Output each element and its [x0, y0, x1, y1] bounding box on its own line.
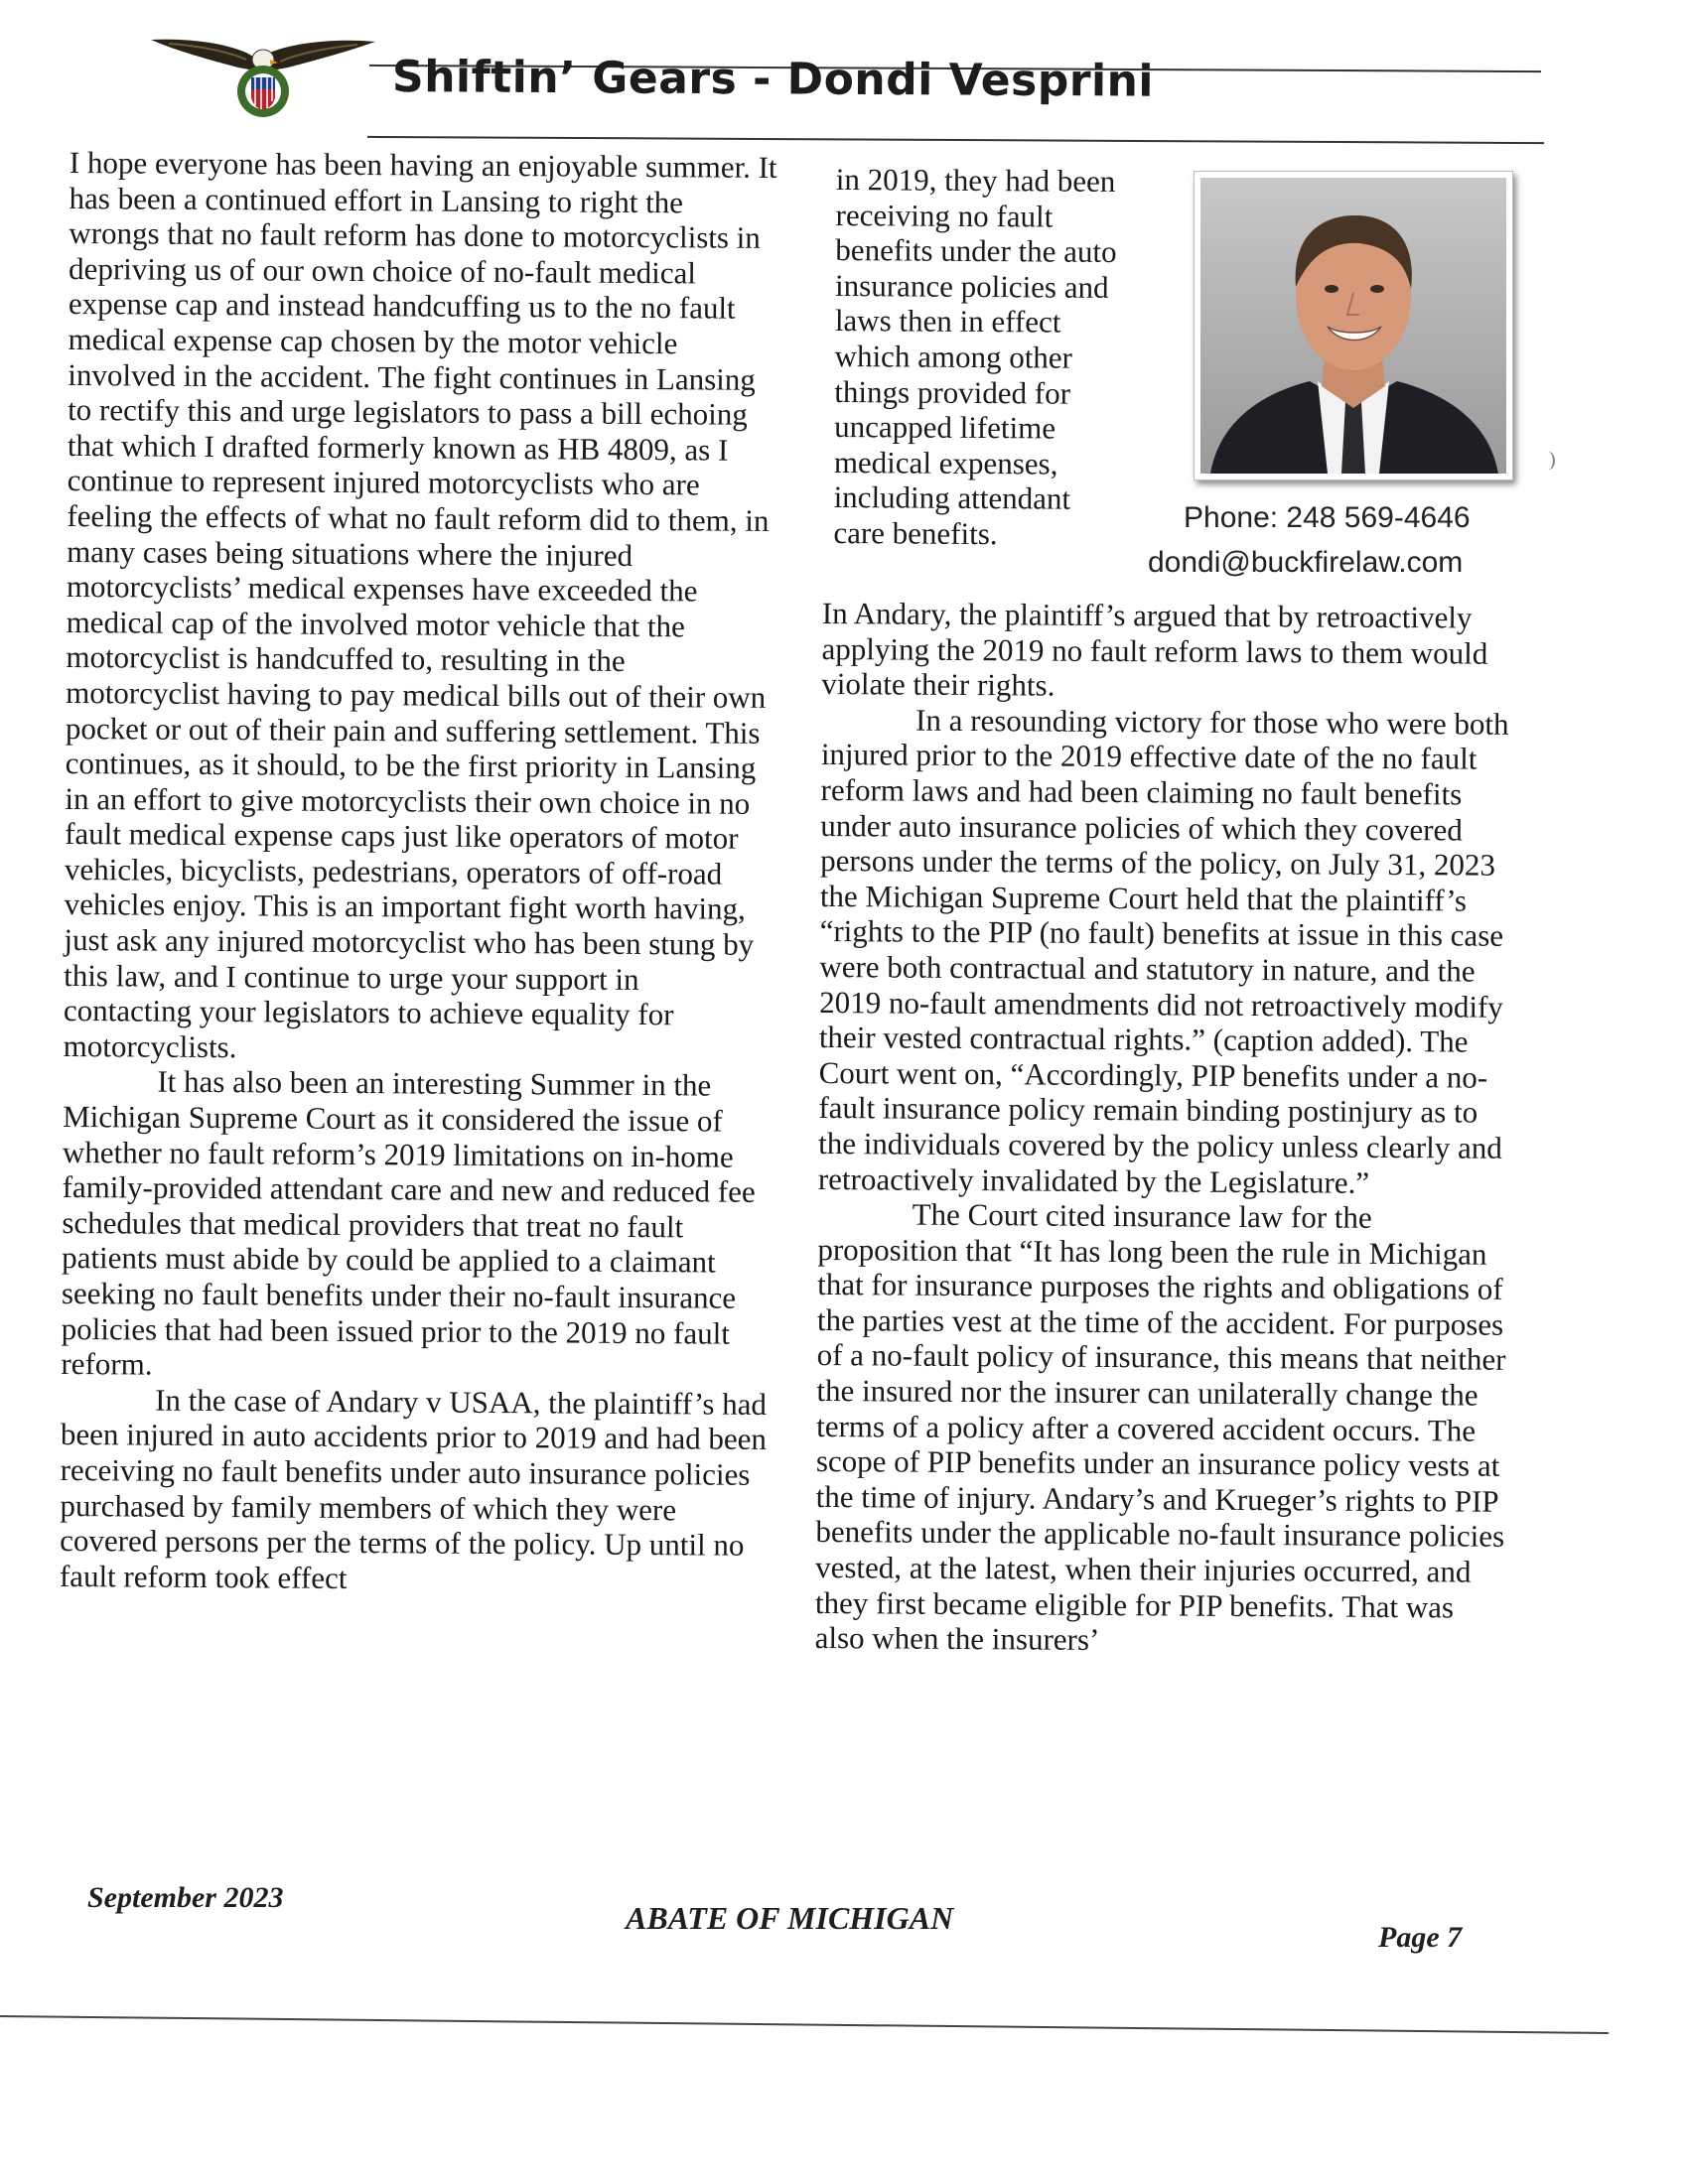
- header-rule-bottom: [367, 136, 1544, 144]
- footer-masthead: ABATE OF MICHIGAN: [626, 1900, 954, 1936]
- eagle-emblem-logo: [149, 30, 377, 124]
- author-portrait: [1200, 178, 1506, 474]
- paragraph-insurance-law: The Court cited insurance law for the proposition that “It has long been the rule in Michigan that for insurance purposes the rights and obligations of the parties vest at the time of the accident. For purposes of a no-fault policy of insurance, this means that neither the insured nor the insurer can unilaterally change the terms of a policy after a covered accident occurs. The scope of PIP benefits under an insurance policy vests at the time of injury. Andary’s and Krueger’s rights to PIP benefits under the applicable no-fault insurance policies vested, at the latest, when their injuries occurred, and they first became eligible for PIP benefits. That was also when the insurers’: [814, 1196, 1506, 1658]
- author-photo: [1194, 171, 1513, 480]
- footer-page-number: Page 7: [1378, 1921, 1463, 1954]
- paragraph-andary-argument: In Andary, the plaintiff’s argued that by retroactively applying the 2019 no fault reform laws to them would violate their rights.: [821, 596, 1488, 703]
- footer-date: September 2023: [87, 1881, 284, 1914]
- contact-email: dondi@buckfirelaw.com: [1148, 546, 1464, 579]
- paragraph-continued: in 2019, they had been receiving no fault benefits under the auto insurance policies and laws then in effect which among other things provided for uncapped lifetime medical expenses, including attendant care benefits.: [833, 162, 1117, 552]
- paragraph-andary-case: In the case of Andary v USAA, the plaintiff’s had been injured in auto accidents prior to 2019 and had been receiving no fault benefits under auto insurance policies purchased by family members of which they were covered persons per the terms of the policy. Up until no fault reform took effect: [59, 1382, 768, 1595]
- right-column-top-text: [833, 162, 1124, 553]
- paragraph-supreme-court: It has also been an interesting Summer in the Michigan Supreme Court as it considered the issue of whether no fault reform’s 2019 limitations on in-home family-provided attendant care and new and reduced fee schedules that medical providers that treat no fault patients must abide by could be applied to a claimant seeking no fault benefits under their no-fault insurance policies that had been issued prior to the 2019 no fault reform.: [61, 1064, 756, 1382]
- scan-artifact-mark: ): [1549, 449, 1556, 471]
- right-article-column: [815, 596, 1517, 1661]
- left-article-column: [60, 145, 779, 1598]
- paragraph-court-holding: In a resounding victory for those who were both injured prior to the 2019 effective date of the no fault reform laws and had been claiming no fault benefits under auto insurance policies of which they covered persons under the terms of the policy, on July 31, 2023 the Michigan Supreme Court held that the plaintiff’s “rights to the PIP (no fault) benefits at issue in this case were both contractual and statutory in nature, and the 2019 no-fault amendments did not retroactively modify their vested contractual rights.” (caption added). The Court went on, “Accordingly, PIP benefits under a no-fault insurance policy remain binding postinjury as to the individuals covered by the policy unless clearly and retroactively invalidated by the Legislature.”: [817, 702, 1509, 1200]
- paragraph-intro: I hope everyone has been having an enjoyable summer. It has been a continued effort in Lansing to right the wrongs that no fault reform has done to motorcyclists in depriving us of our own choice of no-fault medical expense cap and instead handcuffing us to the no fault medical expense cap chosen by the motor vehicle involved in the accident. The fight continues in Lansing to rectify this and urge legislators to pass a bill echoing that which I drafted formerly known as HB 4809, as I continue to represent injured motorcyclists who are feeling the effects of what no fault reform did to them, in many cases being situations where the injured motorcyclists’ medical expenses have exceeded the medical cap of the involved motor vehicle that the motorcyclist is handcuffed to, resulting in the motorcyclist having to pay medical bills out of their own pocket or out of their pain and suffering settlement. This continues, as it should, to be the first priority in Lansing in an effort to give motorcyclists their own choice in no fault medical expense caps just like operators of motor vehicles, bicyclists, pedestrians, operators of off-road vehicles enjoy. This is an important fight worth having, just ask any injured motorcyclist who has been stung by this law, and I continue to urge your support in contacting your legislators to achieve equality for motorcyclists.: [63, 145, 777, 1065]
- contact-phone: Phone: 248 569-4646: [1184, 501, 1471, 534]
- scan-edge-line: [0, 2015, 1609, 2034]
- page-title: Shiftin’ Gears - Dondi Vesprini: [391, 52, 1155, 107]
